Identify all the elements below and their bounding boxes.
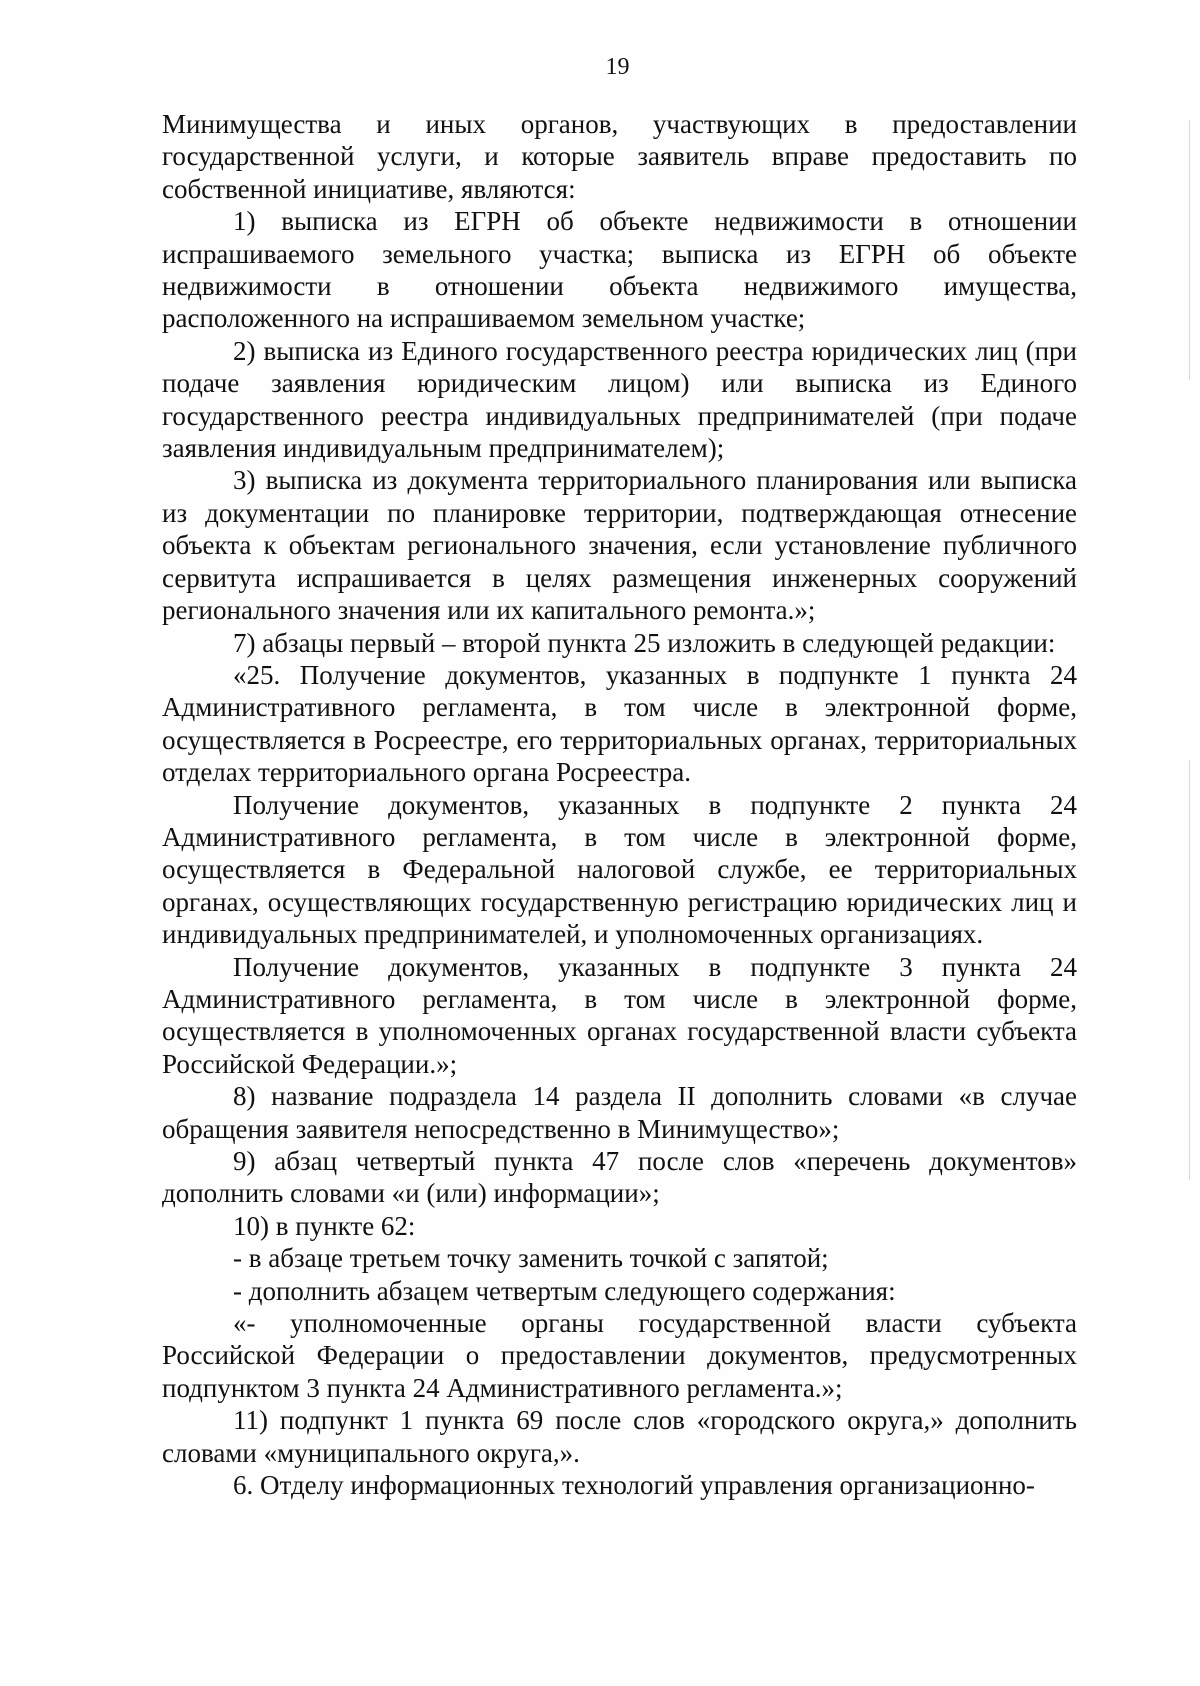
paragraph-16: 6. Отделу информационных технологий управления организационно- <box>233 1470 1035 1501</box>
paragraph-14: «- уполномоченные органы государственной власти субъекта Российской Федерации о предоставлении документов, предусмотренных подпунктом 3 пункта 24 Административного регламента.»; <box>162 1308 1077 1403</box>
paragraph-8: Получение документов, указанных в подпункте 3 пункта 24 Административного регламента, в том числе в электронной форме, осуществляется в уполномоченных органах государственной власти субъекта Российской Федерации.»; <box>162 951 1077 1079</box>
paragraph-13: - дополнить абзацем четвертым следующего содержания: <box>233 1275 896 1306</box>
paragraph-15: 11) подпункт 1 пункта 69 после слов «городского округа,» дополнить словами «муниципального округа,». <box>162 1405 1077 1468</box>
paragraph-6: «25. Получение документов, указанных в подпункте 1 пункта 24 Административного регламента, в том числе в электронной форме, осуществляется в Росреестре, его территориальных органах, территориальных отделах территориального органа Росреестра. <box>162 659 1077 788</box>
paragraph-10: 9) абзац четвертый пункта 47 после слов «перечень документов» дополнить словами «и (или) информации»; <box>162 1146 1077 1209</box>
paragraph-3: 2) выписка из Единого государственного реестра юридических лиц (при подаче заявления юридическим лицом) или выписка из Единого государственного реестра индивидуальных предпринимателей (при подаче заявления индивидуальным предпринимателем); <box>162 335 1077 464</box>
paragraph-1: Минимущества и иных органов, участвующих в предоставлении государственной услуги, и которые заявитель вправе предоставить по собственной инициативе, являются: <box>162 109 1077 204</box>
scan-edge-mark <box>1189 120 1190 380</box>
paragraph-12: - в абзаце третьем точку заменить точкой с запятой; <box>233 1243 829 1274</box>
scan-edge-mark <box>1189 760 1190 1180</box>
paragraph-9: 8) название подраздела 14 раздела II дополнить словами «в случае обращения заявителя непосредственно в Минимущество»; <box>162 1081 1077 1144</box>
paragraph-4: 3) выписка из документа территориального планирования или выписка из документации по планировке территории, подтверждающая отнесение объекта к объектам регионального значения, если установление публичного сервитута испрашивается в целях размещения инженерных сооружений регионального значения или их капитального ремонта.»; <box>162 465 1077 626</box>
paragraph-2: 1) выписка из ЕГРН об объекте недвижимости в отношении испрашиваемого земельного участка; выписка из ЕГРН об объекте недвижимости в отношении объекта недвижимого имущества, расположенного на испрашиваемом земельном участке; <box>162 206 1077 334</box>
paragraph-5: 7) абзацы первый – второй пункта 25 изложить в следующей редакции: <box>233 627 1056 658</box>
paragraph-11: 10) в пункте 62: <box>233 1210 416 1241</box>
page-number: 19 <box>605 54 630 80</box>
document-body <box>162 108 1077 1501</box>
paragraph-7: Получение документов, указанных в подпункте 2 пункта 24 Административного регламента, в том числе в электронной форме, осуществляется в Федеральной налоговой службе, ее территориальных органах, осуществляющих государственную регистрацию юридических лиц и индивидуальных предпринимателей, и уполномоченных организациях. <box>162 789 1077 950</box>
